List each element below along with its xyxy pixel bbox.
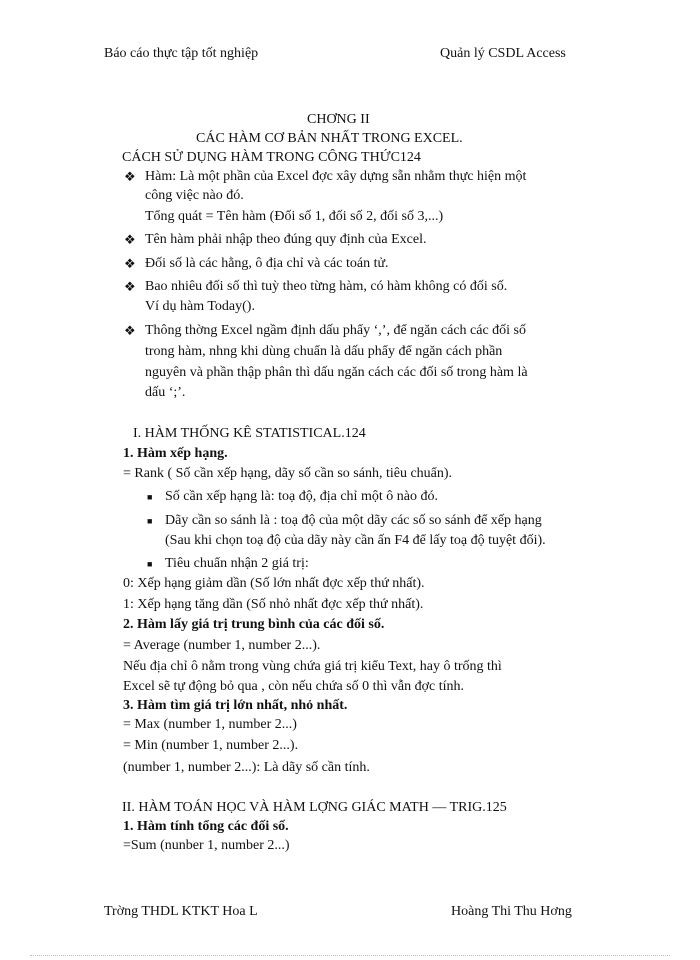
square-bullet-icon: ■ [147, 492, 153, 502]
footer-left: Trờng THDL KTKT Hoa L [104, 904, 258, 919]
rank-option-0: 0: Xếp hạng giảm dần (Số lớn nhất đợc xếp thứ nhất). [123, 576, 425, 591]
section-1-sub-1-syntax: = Rank ( Số cần xếp hạng, dãy số cần so sánh, tiêu chuẩn). [123, 466, 453, 481]
intro-bullet-5-line-3: nguyên và phần thập phân thì dấu ngăn cách các đối số trong hàm là [145, 365, 528, 380]
chapter-title: CÁC HÀM CƠ BẢN NHẤT TRONG EXCEL. [196, 131, 463, 146]
intro-bullet-3: Đối số là các hằng, ô địa chỉ và các toán tử. [145, 256, 389, 271]
rank-bullet-1: Số cần xếp hạng là: toạ độ, địa chỉ một ô nào đó. [165, 489, 438, 504]
star-bullet-icon: ❖ [124, 169, 136, 184]
section-1-sub-2-title: 2. Hàm lấy giá trị trung bình của các đối số. [123, 617, 385, 632]
intro-bullet-5-line-1: Thông thờng Excel ngầm định dấu phẩy ‘,’, để ngăn cách các đối số [145, 323, 527, 338]
section-1-sub-1-title: 1. Hàm xếp hạng. [123, 446, 228, 461]
intro-bullet-4-line-2: Ví dụ hàm Today(). [145, 299, 255, 314]
rank-bullet-2-line-2: (Sau khi chọn toạ độ của dãy này cần ấn F4 để lấy toạ độ tuyệt đối). [165, 533, 546, 548]
section-2-sub-1-title: 1. Hàm tính tổng các đối số. [123, 819, 289, 834]
star-bullet-icon: ❖ [124, 323, 136, 338]
header-left: Báo cáo thực tập tốt nghiệp [104, 46, 259, 61]
section-1-heading: I. HÀM THỐNG KÊ STATISTICAL.124 [133, 426, 366, 441]
min-syntax: = Min (number 1, number 2...). [123, 738, 299, 753]
section-1-sub-3-title: 3. Hàm tìm giá trị lớn nhất, nhỏ nhất. [123, 698, 348, 713]
section-2-heading: II. HÀM TOÁN HỌC VÀ HÀM LỢNG GIÁC MATH — TRIG.125 [122, 800, 507, 815]
max-min-note: (number 1, number 2...): Là dãy số cần tính. [123, 760, 370, 775]
intro-bullet-5-line-2: trong hàm, nhng khi dùng chuẩn là dấu phẩy để ngăn cách phần [145, 344, 503, 359]
header-right: Quản lý CSDL Access [440, 46, 566, 61]
square-bullet-icon: ■ [147, 559, 153, 569]
average-note-line-2: Excel sẽ tự động bỏ qua , còn nếu chứa số 0 thì vẫn đợc tính. [123, 679, 465, 694]
intro-bullet-1-line-1: Hàm: Là một phần của Excel đợc xây dựng sẵn nhằm thực hiện một [145, 169, 527, 184]
intro-bullet-1-line-3: Tổng quát = Tên hàm (Đối số 1, đối số 2, đối số 3,...) [145, 209, 444, 224]
page-divider [30, 955, 670, 956]
max-syntax: = Max (number 1, number 2...) [123, 717, 297, 732]
star-bullet-icon: ❖ [124, 256, 136, 271]
sum-syntax: =Sum (nunber 1, number 2...) [123, 838, 290, 853]
rank-bullet-2-line-1: Dãy cần so sánh là : toạ độ của một dãy các số so sánh để xếp hạng [165, 513, 542, 528]
intro-bullet-1-line-2: công việc nào đó. [145, 188, 244, 203]
star-bullet-icon: ❖ [124, 279, 136, 294]
square-bullet-icon: ■ [147, 516, 153, 526]
star-bullet-icon: ❖ [124, 232, 136, 247]
rank-option-1: 1: Xếp hạng tăng dần (Số nhỏ nhất đợc xếp thứ nhất). [123, 597, 424, 612]
intro-bullet-2: Tên hàm phải nhập theo đúng quy định của Excel. [145, 232, 427, 247]
chapter-label: CHƠNG II [307, 112, 370, 127]
average-note-line-1: Nếu địa chỉ ô nằm trong vùng chứa giá trị kiểu Text, hay ô trống thì [123, 659, 502, 674]
intro-bullet-5-line-4: dấu ‘;’. [145, 385, 186, 400]
average-syntax: = Average (number 1, number 2...). [123, 638, 321, 653]
intro-bullet-4-line-1: Bao nhiêu đối số thì tuỳ theo từng hàm, có hàm không có đối số. [145, 279, 508, 294]
chapter-subtitle: CÁCH SỬ DỤNG HÀM TRONG CÔNG THỨC124 [122, 150, 421, 165]
footer-right: Hoàng Thi Thu Hơng [451, 904, 572, 919]
rank-bullet-3: Tiêu chuẩn nhận 2 giá trị: [165, 556, 309, 571]
